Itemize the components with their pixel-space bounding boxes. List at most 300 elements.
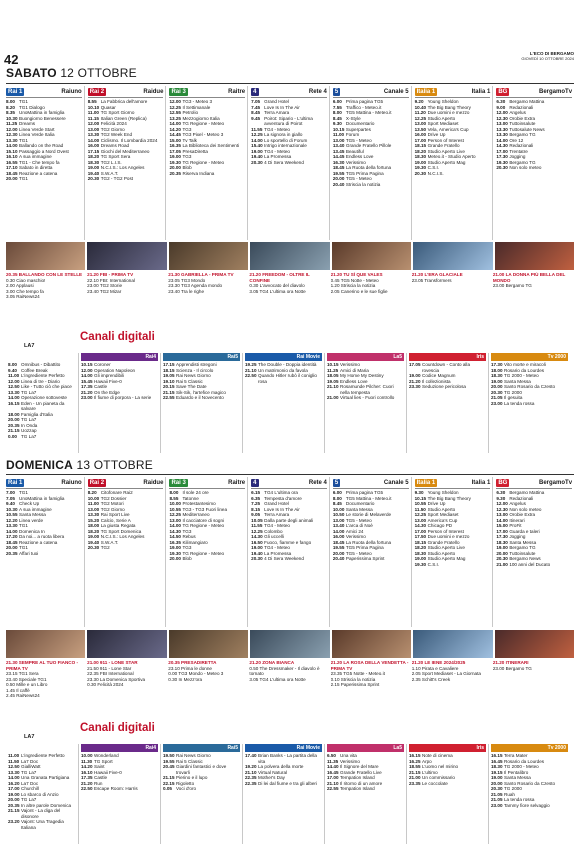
prime-time-item: 0.00 TG3 Mondo - Meteo 3 (168, 671, 224, 676)
program-time: 10.05 (251, 517, 263, 523)
saturday-digital-grid (6, 353, 574, 453)
program-time: 8.20 (6, 104, 15, 110)
program-row (6, 551, 82, 557)
program-time: 21.05 (491, 797, 503, 802)
day-name: DOMENICA (6, 458, 73, 472)
program-title: Redazionali (509, 143, 534, 148)
program-time: 19.40 (87, 539, 100, 545)
program-time: 20.40 (332, 556, 345, 561)
program-title: Sabato in diretta (19, 165, 53, 170)
program-title: TG4 L'ultima ora (264, 490, 298, 495)
program-title: TG4 - Meteo (264, 148, 290, 154)
program-time: 20.00 (491, 384, 503, 389)
program-title: Vela, America's Cup (427, 126, 469, 132)
program-time: 20.15 (163, 384, 175, 389)
prime-time-item: 21.20 ZONA BIANCA (249, 660, 295, 665)
program-title: TG3 Pixel - Meteo 3 (182, 132, 224, 137)
program-row (327, 786, 404, 792)
program-time: 20.30 (87, 176, 100, 181)
program-time: 10.00 (81, 753, 93, 758)
program-title: Rebus (182, 534, 196, 539)
program-time: 14.30 (251, 534, 263, 539)
program-time: 18.00 (491, 367, 503, 373)
program-time: 13.00 (414, 517, 427, 523)
day-date: 13 OTTOBRE (76, 458, 153, 472)
program-row (8, 819, 76, 830)
program-title: Save The Date (176, 384, 207, 389)
program-time: 18.20 (414, 545, 427, 550)
program-time: 6.35 (251, 495, 261, 501)
program-row (88, 176, 164, 182)
program-time: 11.50 (8, 758, 20, 764)
program-title: Le coccolate (422, 780, 448, 786)
channel-logo: Rai 1 (8, 479, 23, 486)
program-time: 7.05 (251, 99, 261, 104)
channel-header (496, 86, 572, 98)
program-title: Note di cinema (422, 753, 453, 758)
program-time: 16.00 (87, 143, 100, 148)
program-title: Rai 5 Classic (176, 758, 203, 764)
program-title: A sua immagine (19, 154, 52, 159)
program-title: La Biblioteca dei Sentimenti (182, 143, 240, 148)
program-time: 19.30 (496, 159, 508, 165)
program-title: La giusta Regata (100, 523, 136, 528)
program-time: 20.35 (6, 550, 18, 556)
program-title: Rosamunde Pilcher: Cuori nella tempesta (340, 384, 394, 395)
program-time: 23.00 (491, 400, 503, 406)
program-time: 20.00 (169, 165, 181, 170)
prime-time-item: 21.00 LA DONNA PIÙ BELLA DEL MONDO (492, 272, 566, 283)
prime-time-item: 20.35 PRESADIRETTA (168, 660, 217, 665)
program-time: 13.25 (169, 115, 181, 121)
program-title: UnoMattina in famiglia (19, 110, 65, 115)
program-time: 10.30 (6, 115, 18, 121)
program-title: Bergamo TG (509, 132, 536, 137)
program-thumbnail (332, 242, 411, 270)
digital-channel-column (406, 744, 488, 844)
program-time: 19.00 (414, 556, 427, 561)
digital-channel-header: Iris (409, 744, 486, 752)
channel-header (6, 477, 82, 489)
program-title: Guarda e taleri (509, 528, 540, 534)
program-title: Drive Up (427, 132, 446, 137)
program-time: 18.55 (409, 764, 421, 769)
prime-time-item: 20.35 BALLANDO CON LE STELLE (6, 272, 83, 277)
prime-time-item: 2.05 Sport Mediaset - La Giornata (411, 671, 481, 676)
program-title: ProFit (509, 523, 522, 528)
program-title: Studio Aperto (427, 550, 456, 556)
program-time: 21.10 (245, 367, 257, 373)
channel-name: BergamoTv (539, 479, 573, 486)
program-title: Bergamo Mattina (509, 99, 545, 104)
program-time: 17.15 (163, 362, 175, 367)
prime-time-item: 23.40 TG2 Mizar (87, 288, 122, 294)
program-time: 20.30 (496, 165, 508, 170)
program-title: Documentario (345, 121, 375, 126)
divider (6, 83, 574, 84)
program-title: Eduardo e il Novecento (176, 395, 224, 400)
program-time: 8.35 (6, 110, 15, 115)
program-row (409, 362, 486, 373)
program-time: 20.00 (8, 797, 20, 802)
program-title: Tempation Island (340, 775, 375, 780)
program-time: 11.20 (414, 110, 426, 115)
program-time: 18.30 (491, 764, 503, 769)
program-row (333, 182, 409, 188)
program-title: TG La7 (21, 417, 37, 422)
program-time: 16.30 (332, 159, 345, 165)
channel-name: Italia 1 (471, 88, 491, 95)
channel-header (88, 477, 164, 489)
channel-column (411, 477, 493, 627)
program-title: Castle (94, 384, 108, 389)
program-time: 14.00 (6, 528, 18, 534)
digital-channels-title (80, 331, 155, 343)
program-title: Ruah (504, 791, 515, 797)
prime-time-column (412, 660, 493, 708)
channel-column (84, 86, 166, 240)
day-date: 12 OTTOBRE (60, 66, 137, 80)
prime-time-item: 0.30 In Mezz'ora (168, 676, 203, 682)
program-time: 11.15 (87, 115, 99, 121)
la7-label: LA7 (24, 734, 35, 740)
program-title: Terra Amara (264, 110, 290, 115)
program-time: 14.00 (87, 137, 100, 143)
program-title: Ciclismo. Il Lombardia 2024 (100, 137, 158, 143)
saturday-thumbnails (6, 242, 574, 270)
channel-logo: 4 (253, 88, 257, 95)
program-title: Vajont - La diga del disonore (21, 808, 61, 819)
program-title: Sik-Sik, l'artefice magico (176, 389, 226, 395)
program-time: 18.05 (327, 373, 339, 378)
program-row (8, 434, 76, 440)
digital-channel-column (78, 744, 160, 844)
program-title: Tuttoinsalute (509, 121, 536, 126)
program-time: 8.00 (169, 490, 179, 495)
program-time: 20.00 (6, 176, 18, 181)
program-time: 19.40 (87, 170, 100, 176)
program-time: 17.00 (8, 786, 20, 791)
program-time: 11.35 (327, 758, 339, 764)
program-title: Citofonare Rai2 (100, 490, 133, 495)
channel-column (6, 477, 84, 627)
program-time: 21.15 (409, 769, 421, 775)
program-row (333, 556, 409, 562)
channel-header (415, 477, 491, 489)
program-time: 9.30 (496, 495, 506, 501)
program-title: La Ruota della fortuna (345, 165, 392, 170)
program-time: 18.30 (414, 154, 427, 159)
program-time: 10.00 (332, 506, 345, 512)
program-title: The Big Bang Theory (427, 104, 471, 110)
prime-time-item: 0.30 L'avvocato del diavolo (249, 283, 305, 288)
program-time: 19.00 (87, 165, 100, 170)
program-title: Scienza - Il circolo (176, 367, 214, 373)
program-time: 16.10 (81, 769, 93, 775)
program-time: 7.55 (332, 104, 342, 110)
program-title: TG1 (19, 176, 28, 181)
digital-channel-column (6, 744, 78, 844)
program-title: L'uomo nel mirino (422, 764, 459, 769)
program-time: 8.20 (87, 490, 97, 495)
divider (6, 474, 574, 475)
program-time: 18.15 (414, 143, 427, 148)
program-title: Amici 24 (345, 528, 364, 534)
channel-header (88, 86, 164, 98)
program-row (163, 786, 240, 792)
program-title: Itinerari (509, 517, 525, 523)
program-time: 13.30 (8, 389, 20, 395)
program-time: 19.40 (251, 154, 263, 159)
program-title: Countdown - Conto alla rovescia (422, 362, 471, 373)
program-time: 17.30 (496, 154, 508, 159)
prime-time-item: 0.45 TG5 Notte - Meteo (330, 277, 379, 283)
program-time: 16.25 (409, 758, 421, 764)
channel-logo: 4 (253, 479, 257, 486)
program-title: La polvera della morte (258, 764, 304, 769)
program-title: TG Sport (94, 758, 113, 764)
program-title: Il collezionista (422, 378, 451, 384)
program-title: Omnibus - Dibattito (21, 362, 61, 367)
program-time: 7.00 (6, 490, 15, 495)
digital-channel-header: Iris (409, 353, 486, 361)
prime-time-item: 3.05 TG4 L'ultima ora Notte (249, 676, 306, 682)
program-time: 6.00 (332, 490, 342, 495)
program-title: Verissimo (340, 362, 360, 367)
program-time: 13.30 (8, 769, 20, 775)
program-time: 11.00 (87, 110, 99, 115)
program-title: 4 Di Sera Weekend (264, 556, 304, 561)
channel-logo: Rai 1 (8, 88, 23, 95)
prime-time-column (412, 272, 493, 318)
program-row (8, 808, 76, 819)
program-title: Ballando on the Road (19, 143, 64, 148)
program-time: 11.00 (8, 373, 20, 378)
program-title: Santo Rosario da Czesto (504, 384, 556, 389)
program-title: Jogging (509, 154, 526, 159)
program-time: 18.20 (87, 528, 100, 534)
program-time: 23.00 (81, 395, 93, 400)
program-title: Verissimo (340, 758, 360, 764)
program-time: 13.00 (496, 512, 508, 517)
program-time: 12.00 (169, 99, 181, 104)
program-title: Voci d'oro (176, 786, 197, 791)
prime-time-item: 2.00 Applausi (6, 283, 34, 288)
program-time: 12.00 (6, 126, 18, 132)
program-title: Rai News Giorno (176, 373, 211, 378)
channel-header (333, 477, 409, 489)
program-time: 21.10 (327, 384, 339, 389)
program-title: TG4 - Meteo (264, 126, 290, 132)
program-title: La Ruota della fortuna (345, 539, 392, 545)
program-time: 19.05 (327, 378, 339, 384)
prime-time-item: 23.30 TG3 Agenda mondo (168, 283, 223, 288)
program-thumbnail (413, 630, 492, 658)
program-title: Eden - Un pianeta da salvare (21, 400, 65, 411)
digital-title-word2: digitali (117, 722, 155, 734)
program-title: Check Up (19, 501, 40, 506)
program-title: Tempation Island (340, 786, 375, 791)
program-title: TG1 (19, 545, 28, 550)
channel-logo: 5 (334, 88, 339, 95)
program-time: 9.00 (496, 104, 506, 110)
program-title: Una vita (340, 753, 357, 758)
program-time: 9.30 (414, 490, 424, 495)
channel-name: Raidue (143, 88, 164, 95)
program-title: Escape Room: Harris (94, 786, 138, 791)
program-title: Chicago PD (427, 523, 453, 528)
program-title: Santa Messa (19, 512, 46, 517)
program-title: Operazione sottoveste (21, 395, 67, 400)
program-time: 11.00 (8, 753, 20, 758)
program-time: 17.35 (81, 384, 93, 389)
program-title: Person of Interest (427, 528, 464, 534)
program-time: 21.05 (491, 395, 503, 400)
prime-time-item: 23.40 Tra le righe (168, 288, 205, 294)
prime-time-item: 21.20 FREEDOM - OLTRE IL CONFINE (249, 272, 310, 283)
program-title: GialliWatt (21, 764, 41, 769)
program-time: 20.40 (332, 181, 345, 187)
program-title: Da noi... a ruota libera (19, 534, 65, 539)
program-time: 21.20 (81, 389, 93, 395)
program-time: 18.45 (6, 170, 18, 176)
channel-header (169, 477, 245, 489)
channel-name: BergamoTv (539, 88, 573, 95)
program-title: TG1 (19, 99, 28, 104)
channel-column (492, 477, 574, 627)
program-title: Documentario (345, 501, 375, 506)
program-time: 18.45 (332, 165, 345, 170)
program-time: 14.45 (332, 154, 345, 159)
program-title: Il fiume di porpora - La serie (94, 395, 152, 400)
prime-time-item: 2.05 Canerino e le sue figlie (330, 288, 388, 294)
program-row (251, 116, 327, 127)
program-title: TG 2000 (504, 389, 522, 395)
program-time: 19.00 (496, 545, 508, 550)
program-time: 6.30 (496, 490, 506, 495)
program-time: 6.00 (332, 99, 342, 104)
program-title: TG La7 (21, 389, 37, 395)
program-time: 19.55 (163, 758, 175, 764)
program-time: 19.30 (414, 165, 427, 170)
program-title: PresaDiretta (182, 148, 208, 154)
program-title: TG1 (19, 137, 28, 143)
program-time: 18.20 (414, 148, 427, 154)
program-time: 18.30 (87, 159, 100, 165)
channel-name: Raitre (228, 88, 246, 95)
channel-header (251, 86, 327, 98)
prime-time-item: 2.15 Paperissima Sprint (330, 682, 380, 687)
digital-title-word: Canali (80, 722, 115, 734)
program-title: Endless Love (345, 154, 374, 159)
program-time: 10.00 (169, 501, 181, 506)
page-number: 42 (4, 52, 19, 67)
program-title: The Double - Doppia identità (258, 362, 317, 367)
program-title: Santo Rosario da Czesto (504, 780, 556, 786)
program-title: Poirot: Sipario - L'ultima avventura di Poirot (264, 115, 313, 126)
program-time: 19.50 (163, 753, 175, 758)
program-title: Coroner (94, 362, 111, 367)
channel-column (411, 86, 493, 240)
program-title: Seduzione pericolosa (422, 384, 466, 389)
channel-name: Raiuno (61, 88, 82, 95)
program-time: 20.00 (496, 550, 508, 556)
program-title: Reazione a catena (19, 170, 58, 176)
program-row (415, 562, 491, 568)
program-row (81, 786, 158, 792)
program-time: 22.55 (327, 786, 339, 791)
program-title: Love Is In The Air (264, 506, 300, 512)
prime-time-item: 22.10 FBI: International (87, 277, 135, 283)
program-time: 11.25 (327, 367, 339, 373)
program-time: 16.55 (6, 159, 18, 165)
program-title: Vito morte e miracoli (504, 362, 546, 367)
program-title: TG Regione - Meteo (182, 523, 225, 528)
channel-logo: BG (498, 88, 508, 95)
program-title: Linea di tre - Diario (21, 378, 60, 384)
program-time: 10.15 (327, 362, 339, 367)
program-title: Il Pentalibro (504, 769, 529, 775)
channel-column (492, 86, 574, 240)
prime-time-column (6, 660, 87, 708)
program-title: Traffico - Meteo.it (345, 104, 382, 110)
program-title: TG1 (19, 490, 28, 495)
program-time: 20.00 (169, 556, 181, 561)
prime-time-item: 21.20 LA ROSA DELLA VENDETTA - PRIMA TV (330, 660, 409, 671)
program-time: 14.50 (169, 534, 181, 539)
program-title: Studio Aperto Live (427, 545, 465, 550)
program-time: 23.20 (8, 819, 20, 824)
prime-time-item: 22.35 FBI International (87, 671, 134, 676)
program-title: Uozzap (21, 428, 37, 433)
program-time: 16.45 (327, 769, 339, 775)
program-time: 21.15 (8, 428, 20, 433)
program-time: 21.00 (409, 775, 421, 780)
program-time: 20.35 (169, 170, 181, 176)
program-title: TG3 (182, 154, 192, 159)
program-time: 20.30 (414, 170, 427, 176)
program-time: 9.40 (8, 367, 17, 373)
program-title: Young Sheldon (427, 99, 459, 104)
digital-channel-column (242, 744, 324, 844)
prime-time-item: 1.20 Striscia la notizia (330, 283, 376, 288)
channel-column (329, 86, 411, 240)
program-thumbnail (250, 630, 329, 658)
program-title: Un commissario (422, 775, 455, 780)
program-time: 20.35 (8, 422, 20, 428)
program-time: 19.05 (163, 373, 175, 378)
newspaper-name: L'ECO DI BERGAMO (529, 51, 574, 56)
program-title: TG1 (19, 523, 28, 528)
program-title: Person of Interest (427, 137, 464, 143)
program-title: TG5 - Meteo (345, 517, 372, 523)
program-time: 17.00 (414, 528, 427, 534)
prime-time-item: 23.10 Prima le donne (168, 665, 212, 671)
program-time: 19.10 (163, 378, 175, 384)
program-row (6, 176, 82, 182)
channel-name: Canale 5 (383, 479, 409, 486)
program-title: S.W.A.T. (100, 539, 119, 545)
program-title: Terra Mater (504, 753, 528, 758)
prime-time-column (331, 660, 412, 708)
program-title: Forum (345, 132, 360, 137)
program-title: Hawaii Five-0 (94, 378, 122, 384)
program-time: 22.35 (245, 775, 257, 780)
program-title: TG 2000 - Meteo (504, 373, 539, 378)
program-time: 12.00 (81, 367, 93, 373)
program-title: TG3 - Meteo 3 (182, 99, 213, 104)
channel-name: Raitre (228, 479, 246, 486)
